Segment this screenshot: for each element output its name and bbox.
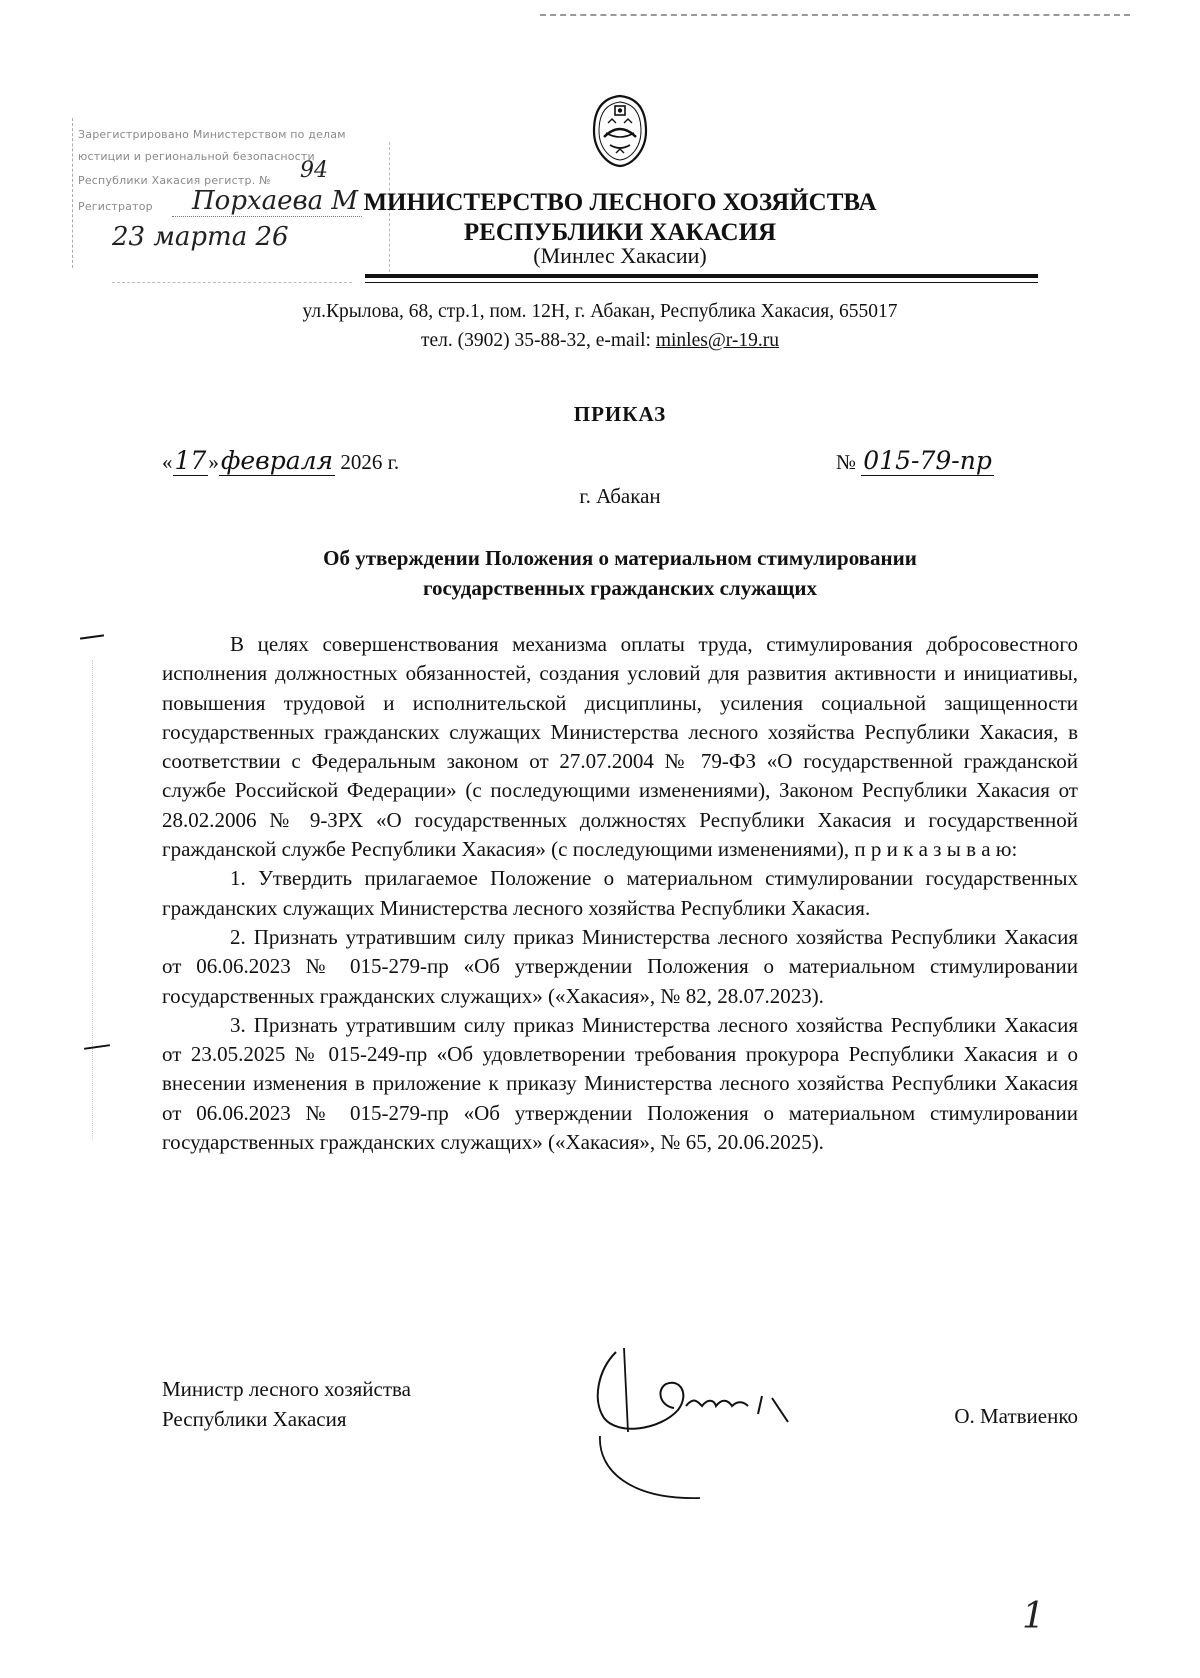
order-item-1: 1. Утвердить прилагаемое Положение о материальном стимулировании государственных гражданских служащих Министерства лесного хозяйства Республики Хакасия. (162, 866, 1078, 920)
scan-margin-dots (92, 660, 93, 1140)
subject-line-2: государственных гражданских служащих (423, 576, 817, 600)
order-number (836, 446, 994, 475)
stamp-registrar-signature: Порхаева М (192, 186, 359, 216)
stamp-line-3: Республики Хакасия регистр. № (78, 174, 271, 187)
address: ул.Крылова, 68, стр.1, пом. 12Н, г. Абакан, Республика Хакасия, 655017 (302, 301, 898, 322)
binder-hole-mark-top (80, 634, 104, 639)
ministry-name (300, 188, 940, 248)
header-divider-thin (365, 282, 1038, 283)
subject-line-1: Об утверждении Положения о материальном стимулировании (323, 546, 917, 570)
signer-name: О. Матвиенко (954, 1404, 1078, 1428)
header-divider-thick (365, 274, 1038, 278)
phone-email-line (200, 326, 1000, 355)
phone: тел. (3902) 35-88-32, e-mail: (420, 330, 656, 351)
order-date (162, 446, 399, 475)
stamp-registrar-label: Регистратор (78, 200, 153, 213)
order-item-2: 2. Признать утратившим силу приказ Министерства лесного хозяйства Республики Хакасия от 06.06.2023 № 015-279-пр «Об утверждении Положения о материальном стимулировании государственных гражданских служащих» («Хакасия», № 82, 28.07.2023). (162, 924, 1078, 1008)
date-year: 2026 г. (340, 450, 400, 474)
ministry-name-line-1: МИНИСТЕРСТВО ЛЕСНОГО ХОЗЯЙСТВА (363, 189, 877, 216)
stamp-line-1: Зарегистрировано Министерством по делам (78, 128, 346, 141)
stamp-line-2: юстиции и региональной безопасности (78, 150, 315, 163)
scan-top-dashed-line (540, 14, 1130, 16)
email-link[interactable]: minles@r-19.ru (655, 330, 780, 351)
signer-position-line-1: Министр лесного хозяйства (162, 1377, 411, 1401)
handwritten-page-number: 1 (1022, 1596, 1045, 1637)
signer-position (162, 1374, 411, 1434)
date-close-quote: » (208, 450, 219, 474)
order-item-3: 3. Признать утратившим силу приказ Министерства лесного хозяйства Республики Хакасия от 23.05.2025 № 015-249-пр «Об удовлетворении требования прокурора Республики Хакасия и о внесении изменения в приложение к приказу Министерства лесного хозяйства Республики Хакасия от 06.06.2023 № 015-279-пр «Об утверждении Положения о материальном стимулировании государственных гражданских служащих» («Хакасия», № 65, 20.06.2025). (162, 1012, 1078, 1155)
stamp-reg-number: 94 (300, 158, 328, 183)
stamp-border-left (72, 118, 73, 268)
order-subject (162, 543, 1078, 603)
ministry-name-line-2: РЕСПУБЛИКИ ХАКАСИЯ (463, 219, 777, 246)
preamble-paragraph: В целях совершенствования механизма оплаты труда, стимулирования добросовестного исполнения должностных обязанностей, создания условий для развития активности и инициативы, повышения трудовой и исполнительской дисциплины, усиления социальной защищенности государственных гражданских служащих Министерства лесного хозяйства Республики Хакасия, в соответствии с Федеральным законом от 27.07.2004 № 79-ФЗ «О государственной гражданской службе Российской Федерации» (с последующими изменениями), Законом Республики Хакасия от 28.02.2006 № 9-ЗРХ «О государственных должностях Республики Хакасия и государственной гражданской службе Республики Хакасия» (с последующими изменениями), п р и к а з ы в а ю: (162, 632, 1078, 862)
order-body (162, 630, 1078, 1157)
contact-block (200, 297, 1000, 355)
ministry-short-name: (Минлес Хакасии) (533, 243, 707, 268)
binder-hole-mark-bottom (84, 1044, 110, 1050)
handwritten-signature (590, 1340, 850, 1510)
stamp-bottom-border (112, 282, 352, 283)
stamp-date: 23 марта 26 (112, 222, 289, 252)
document-type: ПРИКАЗ (573, 402, 667, 426)
number-value: 015-79-пр (863, 446, 992, 475)
order-city: г. Абакан (579, 484, 661, 508)
number-label: № (836, 450, 857, 474)
date-month: февраля (220, 446, 334, 475)
date-open-quote: « (162, 450, 173, 474)
date-day: 17 (174, 446, 207, 475)
coat-of-arms-emblem (588, 93, 652, 169)
signer-position-line-2: Республики Хакасия (162, 1407, 347, 1431)
